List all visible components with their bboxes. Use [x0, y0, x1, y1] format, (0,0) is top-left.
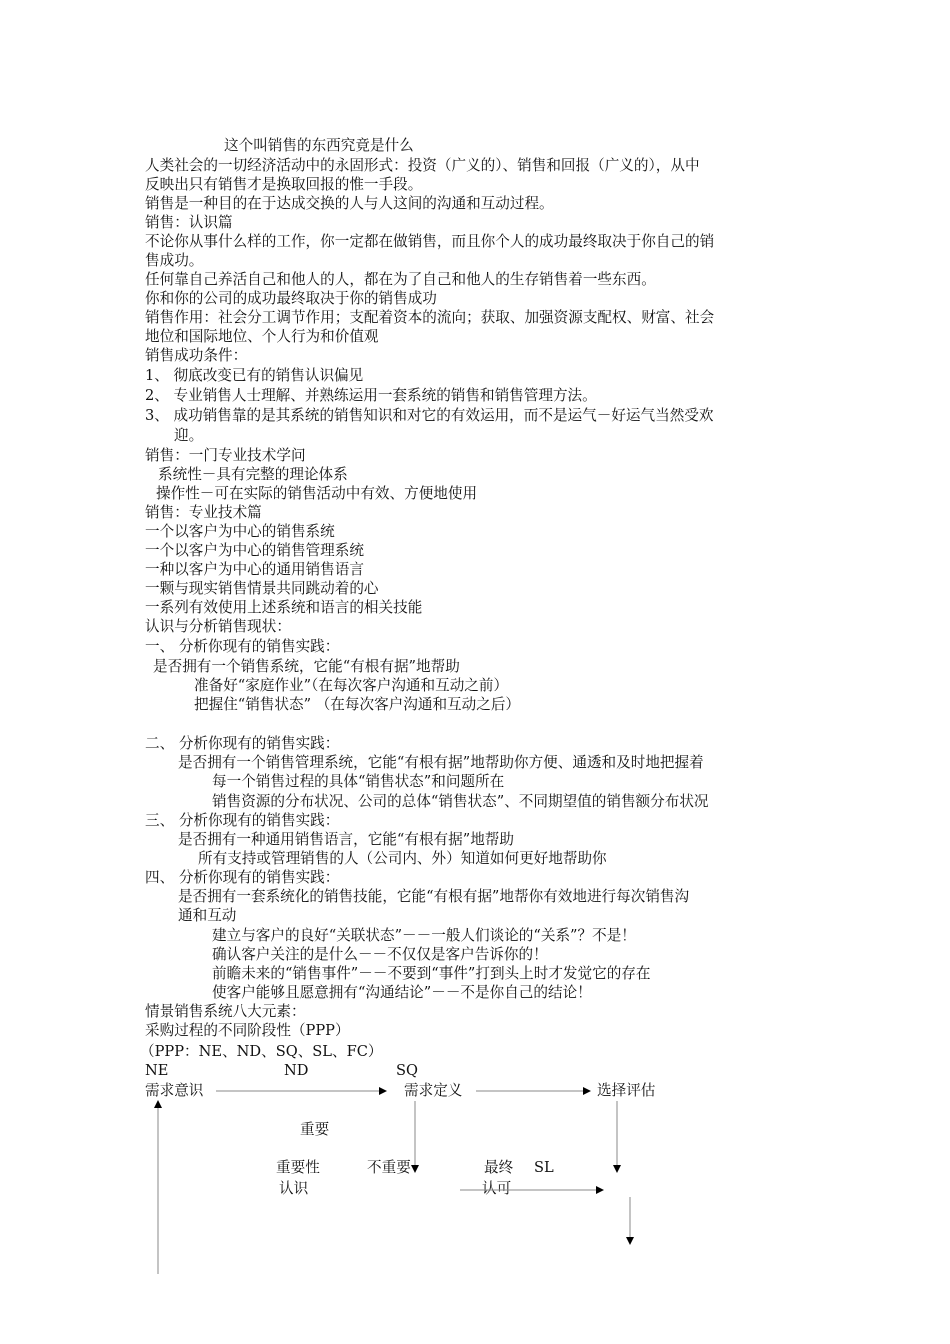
text-line: 一个以客户为中心的销售系统 [145, 523, 335, 540]
diagram-label-important: 重要 [300, 1121, 330, 1138]
numbered-heading: 二、 分析你现有的销售实践： [145, 735, 340, 752]
text-line: 使客户能够且愿意拥有“沟通结论”－－不是你自己的结论！ [212, 984, 592, 1001]
text-line: 采购过程的不同阶段性（PPP） [145, 1022, 350, 1039]
arrowhead-down [411, 1165, 419, 1173]
text-line: （PPP：NE、ND、SQ、SL、FC） [140, 1043, 383, 1060]
section-heading: 认识与分析销售现状： [145, 618, 291, 635]
text-line: 是否拥有一种通用销售语言，它能“有根有据”地帮助 [178, 831, 514, 848]
text-line: 系统性－具有完整的理论体系 [158, 466, 348, 483]
text-line: 任何靠自己养活自己和他人的人，都在为了自己和他人的生存销售着一些东西。 [145, 271, 656, 288]
document-title: 这个叫销售的东西究竟是什么 [224, 137, 414, 154]
text-line: 销售资源的分布状况、公司的总体“销售状态”、不同期望值的销售额分布状况 [212, 793, 709, 810]
text-line: 人类社会的一切经济活动中的永固形式：投资（广义的）、销售和回报（广义的），从中 [145, 157, 700, 174]
text-line: 准备好“家庭作业”（在每次客户沟通和互动之前） [194, 677, 509, 694]
diagram-label-sq: SQ [396, 1062, 418, 1079]
diagram-label-final: 最终 [484, 1159, 514, 1176]
list-item: 2、 专业销售人士理解、并熟练运用一套系统的销售和销售管理方法。 [145, 387, 597, 404]
text-line: 售成功。 [145, 252, 204, 269]
text-line: 是否拥有一个销售系统，它能“有根有据”地帮助 [153, 658, 460, 675]
diagram-label-approval: 认可 [482, 1180, 512, 1197]
text-line: 前瞻未来的“销售事件”－－不要到“事件”打到头上时才发觉它的存在 [212, 965, 651, 982]
list-item: 3、 成功销售靠的是其系统的销售知识和对它的有效运用，而不是运气－好运气当然受欢 [145, 407, 714, 424]
section-heading: 销售成功条件： [145, 347, 248, 364]
text-line: 是否拥有一个销售管理系统，它能“有根有据”地帮助你方便、通透和及时地把握着 [178, 754, 704, 771]
text-line: 所有支持或管理销售的人（公司内、外）知道如何更好地帮助你 [198, 850, 607, 867]
text-line: 一个以客户为中心的销售管理系统 [145, 542, 364, 559]
numbered-heading: 四、 分析你现有的销售实践： [145, 869, 340, 886]
numbered-heading: 一、 分析你现有的销售实践： [145, 638, 340, 655]
diagram-node-select-evaluate: 选择评估 [597, 1082, 656, 1099]
text-line: 一颗与现实销售情景共同跳动着的心 [145, 580, 379, 597]
diagram-node-need-awareness: 需求意识 [145, 1082, 204, 1099]
list-item-continuation: 迎。 [174, 427, 204, 444]
section-heading: 情景销售系统八大元素： [145, 1003, 306, 1020]
text-line: 把握住“销售状态” （在每次客户沟通和互动之后） [194, 696, 521, 713]
diagram-label-sl: SL [534, 1159, 554, 1176]
text-line: 销售作用：社会分工调节作用；支配着资本的流向；获取、加强资源支配权、财富、社会 [145, 309, 715, 326]
section-heading: 销售：一门专业技术学问 [145, 447, 306, 464]
diagram-label-nd: ND [284, 1062, 309, 1079]
numbered-heading: 三、 分析你现有的销售实践： [145, 812, 340, 829]
text-line: 销售是一种目的在于达成交换的人与人这间的沟通和互动过程。 [145, 195, 554, 212]
arrowhead-right [596, 1186, 604, 1194]
arrowhead-down [626, 1237, 634, 1245]
text-line: 反映出只有销售才是换取回报的惟一手段。 [145, 176, 423, 193]
arrowhead-down [613, 1165, 621, 1173]
diagram-label-importance: 重要性 [276, 1159, 320, 1176]
list-item: 1、 彻底改变已有的销售认识偏见 [145, 367, 364, 384]
text-line: 每一个销售过程的具体“销售状态”和问题所在 [212, 773, 505, 790]
arrowhead-right [583, 1087, 591, 1095]
text-line: 地位和国际地位、个人行为和价值观 [145, 328, 379, 345]
diagram-label-ne: NE [145, 1062, 169, 1079]
text-line: 不论你从事什么样的工作，你一定都在做销售，而且你个人的成功最终取决于你自己的销 [145, 233, 715, 250]
diagram-label-recognition: 认识 [279, 1180, 309, 1197]
text-line: 一系列有效使用上述系统和语言的相关技能 [145, 599, 423, 616]
text-line: 确认客户关注的是什么－－不仅仅是客户告诉你的！ [212, 946, 548, 963]
diagram-label-not-important: 不重要 [367, 1159, 411, 1176]
text-line: 建立与客户的良好“关联状态”－－一般人们谈论的“关系”？不是！ [212, 927, 636, 944]
arrowhead-up [154, 1100, 162, 1108]
arrowhead-right [379, 1087, 387, 1095]
text-line: 通和互动 [178, 907, 237, 924]
text-line: 一种以客户为中心的通用销售语言 [145, 561, 364, 578]
text-line: 操作性－可在实际的销售活动中有效、方便地使用 [156, 485, 478, 502]
text-line: 你和你的公司的成功最终取决于你的销售成功 [145, 290, 437, 307]
section-heading: 销售：专业技术篇 [145, 504, 262, 521]
text-line: 是否拥有一套系统化的销售技能，它能“有根有据”地帮你有效地进行每次销售沟 [178, 888, 690, 905]
diagram-node-need-definition: 需求定义 [404, 1082, 463, 1099]
section-heading: 销售：认识篇 [145, 214, 233, 231]
